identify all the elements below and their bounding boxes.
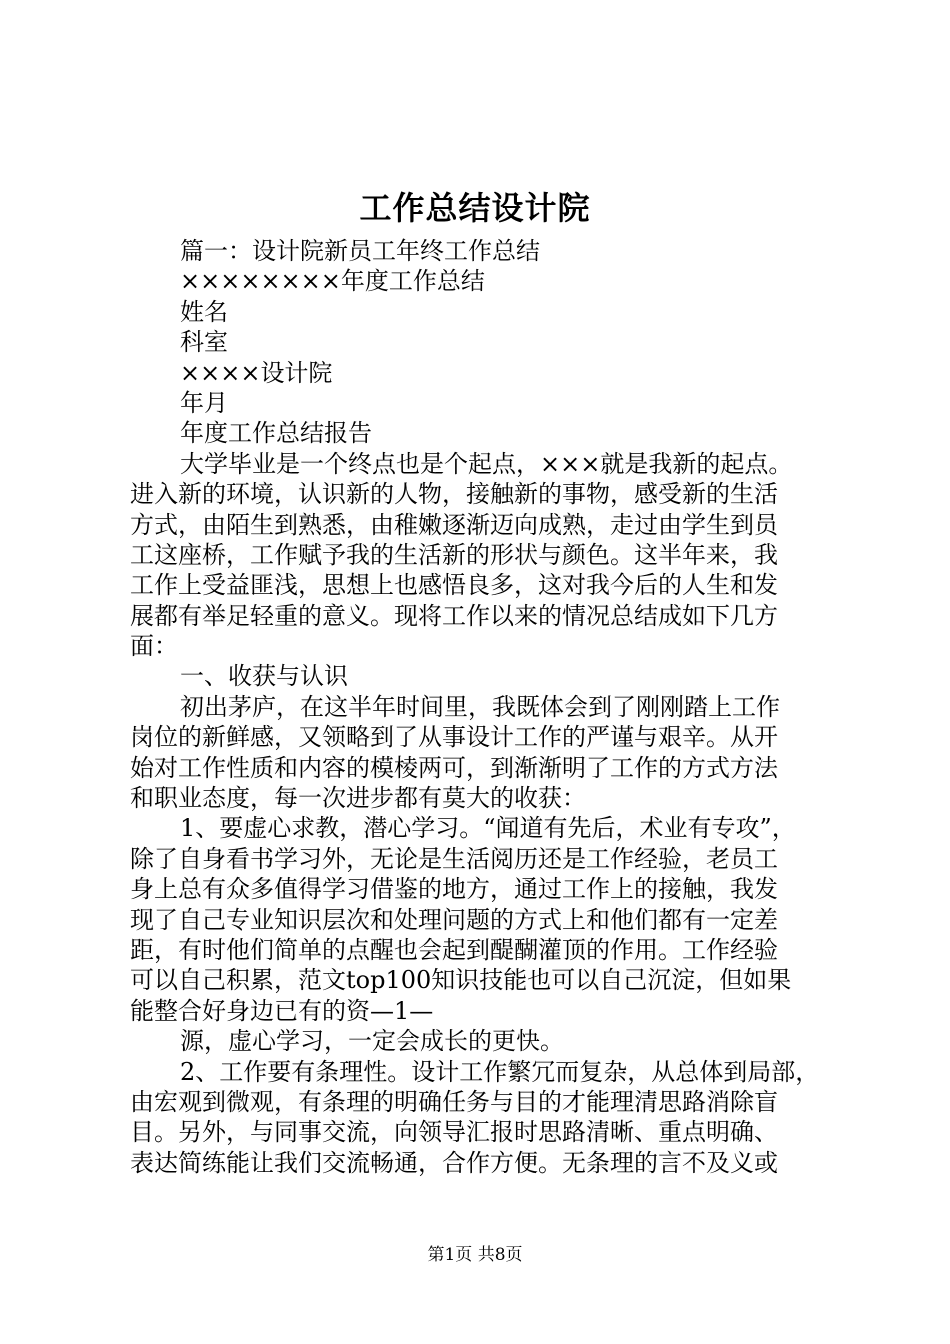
text-line: 岗位的新鲜感，又领略到了从事设计工作的严谨与艰辛。从开 <box>130 723 778 752</box>
text-line: 由宏观到微观，有条理的明确任务与目的才能理清思路消除盲 <box>130 1087 778 1116</box>
text-line: 现了自己专业知识层次和处理问题的方式上和他们都有一定差 <box>130 905 778 934</box>
text-line: 身上总有众多值得学习借鉴的地方，通过工作上的接触，我发 <box>130 875 778 904</box>
text-line: 进入新的环境，认识新的人物，接触新的事物，感受新的生活 <box>130 480 778 509</box>
text-line: 距，有时他们简单的点醒也会起到醍醐灌顶的作用。工作经验 <box>130 935 778 964</box>
text-line: 始对工作性质和内容的模棱两可，到渐渐明了工作的方式方法 <box>130 753 778 782</box>
text-line: 可以自己积累，范文top100知识技能也可以自己沉淀，但如果 <box>130 966 792 995</box>
text-line: 年度工作总结报告 <box>180 419 372 448</box>
text-line: ××××设计院 <box>180 358 333 387</box>
document-title: 工作总结设计院 <box>359 189 591 227</box>
text-line: 目。另外，与同事交流，向领导汇报时思路清晰、重点明确、 <box>130 1118 778 1147</box>
page-footer: 第1页 共8页 <box>427 1245 523 1265</box>
text-line: 表达简练能让我们交流畅通，合作方便。无条理的言不及义或 <box>130 1148 778 1177</box>
text-line: 和职业态度，每一次进步都有莫大的收获： <box>130 784 586 813</box>
text-line: 除了自身看书学习外，无论是生活阅历还是工作经验，老员工 <box>130 844 778 873</box>
text-line: 方式，由陌生到熟悉，由稚嫩逐渐迈向成熟，走过由学生到员 <box>130 510 778 539</box>
text-line: 2、工作要有条理性。设计工作繁冗而复杂，从总体到局部， <box>180 1057 820 1086</box>
text-line: 面： <box>130 632 178 661</box>
text-line: 能整合好身边已有的资—1— <box>130 996 434 1025</box>
text-line: 展都有举足轻重的意义。现将工作以来的情况总结成如下几方 <box>130 601 778 630</box>
text-line: 源，虚心学习，一定会成长的更快。 <box>180 1027 564 1056</box>
text-line: 篇一：设计院新员工年终工作总结 <box>180 237 540 265</box>
text-line: 一、收获与认识 <box>180 662 348 691</box>
text-line: 1、要虚心求教，潜心学习。“闻道有先后，术业有专攻”， <box>180 814 796 843</box>
text-line: 工作上受益匪浅，思想上也感悟良多，这对我今后的人生和发 <box>130 571 778 600</box>
text-line: 年月 <box>180 388 228 417</box>
text-line: 大学毕业是一个终点也是个起点，×××就是我新的起点。 <box>180 449 793 478</box>
text-line: 初出茅庐，在这半年时间里，我既体会到了刚刚踏上工作 <box>180 692 780 721</box>
text-line: ××××××××年度工作总结 <box>180 267 485 296</box>
text-line: 姓名 <box>180 297 228 326</box>
text-line: 工这座桥，工作赋予我的生活新的形状与颜色。这半年来，我 <box>130 540 778 569</box>
text-line: 科室 <box>180 328 228 357</box>
document-body <box>130 236 840 1178</box>
